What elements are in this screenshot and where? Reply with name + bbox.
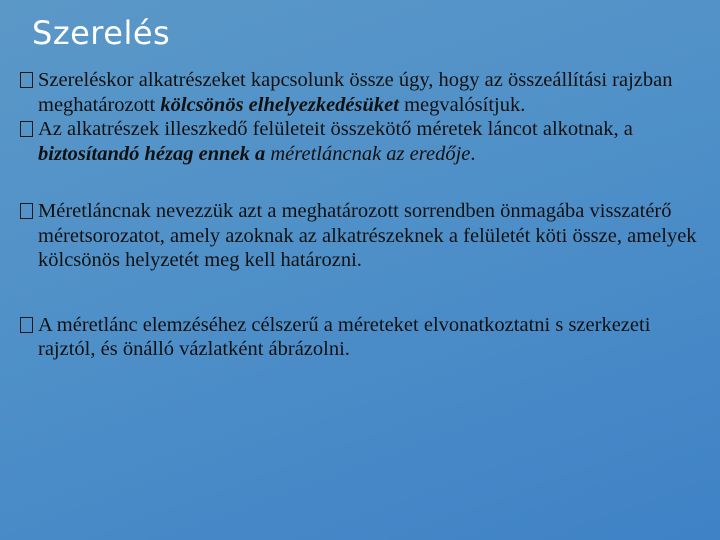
bullet-item: [20, 68, 700, 117]
bullet-box-icon: [20, 203, 33, 219]
bullet-text: Méretláncnak nevezzük azt a meghatározott sorrendben önmagába visszatérő méretsorozatot, amely azoknak az alkatrészeknek a felületét köti össze, amelyek kölcsönös helyzetét meg kell határozni.: [38, 200, 697, 271]
bullet-text: Szereléskor alkatrészeket kapcsolunk össze úgy, hogy az összeállítási rajzban meghatározott: [38, 69, 673, 116]
bullet-list: [20, 68, 700, 362]
bullet-item: [20, 199, 700, 273]
bullet-text: .: [470, 142, 476, 165]
bullet-item: [20, 313, 700, 362]
bullet-text: Az alkatrészek illeszkedő felületeit összekötő méretek láncot alkotnak, a: [38, 118, 633, 140]
bullet-emphasis: biztosítandó hézag ennek a: [38, 142, 266, 165]
bullet-emphasis: kölcsönös elhelyezkedésüket: [160, 93, 399, 116]
bullet-item: [20, 117, 700, 166]
bullet-box-icon: [20, 72, 33, 88]
bullet-italic: méretláncnak az eredője: [270, 142, 471, 165]
bullet-box-icon: [20, 317, 33, 333]
slide-title: Szerelés: [32, 14, 171, 52]
bullet-box-icon: [20, 121, 33, 137]
bullet-text: A méretlánc elemzéséhez célszerű a méreteket elvonatkoztatni s szerkezeti rajztól, és önálló vázlatként ábrázolni.: [38, 313, 651, 360]
bullet-text: megvalósítjuk.: [398, 93, 526, 116]
